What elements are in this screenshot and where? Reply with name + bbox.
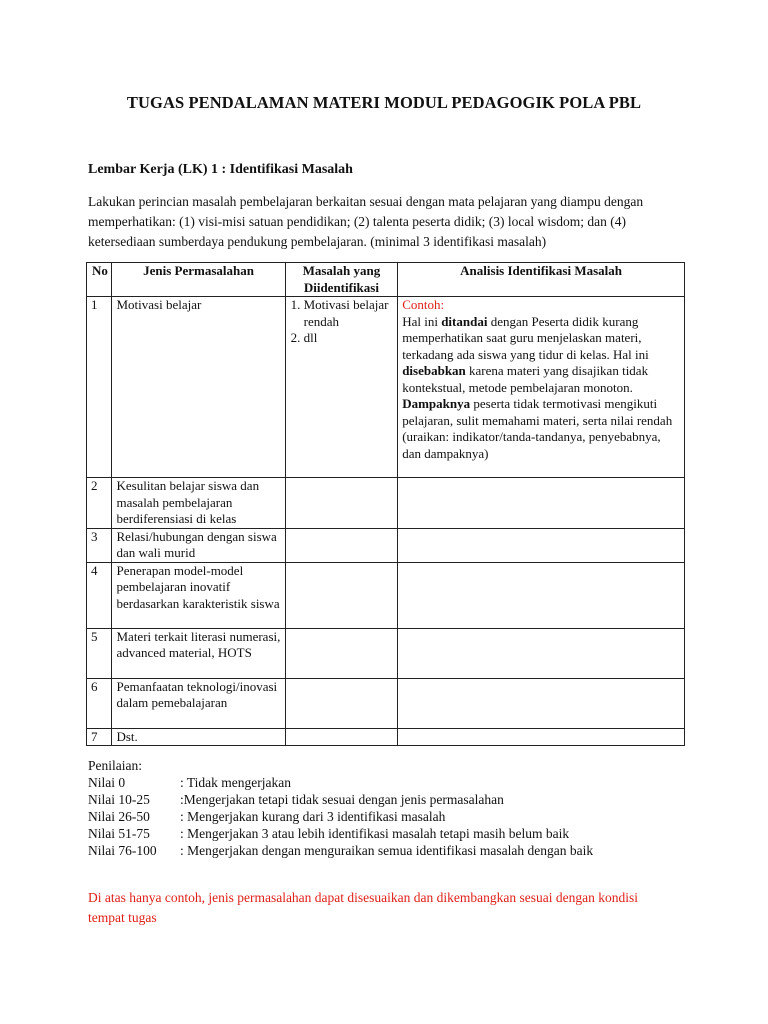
scoring-item xyxy=(88,808,593,825)
list-item: 2. dll xyxy=(304,330,394,347)
scoring-desc: :Mengerjakan tetapi tidak sesuai dengan jenis permasalahan xyxy=(180,792,504,807)
header-analisis: Analisis Identifikasi Masalah xyxy=(398,263,685,297)
row-no: 1 xyxy=(87,297,112,478)
row-jenis: Materi terkait literasi numerasi, advanced material, HOTS xyxy=(112,628,285,678)
row-analisis xyxy=(398,628,685,678)
row-analisis xyxy=(398,562,685,628)
row-jenis: Pemanfaatan teknologi/inovasi dalam pemebalajaran xyxy=(112,678,285,728)
row-masalah xyxy=(285,678,398,728)
table-row xyxy=(87,478,685,529)
row-no: 5 xyxy=(87,628,112,678)
worksheet-title: Lembar Kerja (LK) 1 : Identifikasi Masalah xyxy=(88,162,353,177)
row-analisis xyxy=(398,728,685,746)
row-masalah xyxy=(285,528,398,562)
row-jenis: Motivasi belajar xyxy=(112,297,285,478)
example-label: Contoh: xyxy=(402,297,445,312)
table-row xyxy=(87,528,685,562)
table-row xyxy=(87,678,685,728)
table-row xyxy=(87,628,685,678)
scoring-desc: : Mengerjakan kurang dari 3 identifikasi masalah xyxy=(180,809,446,824)
row-masalah xyxy=(285,728,398,746)
problem-table xyxy=(86,262,685,746)
scoring-item xyxy=(88,774,593,791)
scoring-label: Nilai 26-50 xyxy=(88,809,150,824)
row-analisis xyxy=(398,297,685,478)
analysis-text: Hal ini ditandai dengan Peserta didik kurang memperhatikan saat guru menjelaskan materi, terkadang ada siswa yang tidur di kelas. Hal ini disebabkan karena materi yang disajikan tidak kontekstual, metode pembelajaran monoton. Dampaknya peserta tidak termotivasi mengikuti pelajaran, sulit memahami materi, serta nilai rendah xyxy=(402,313,673,428)
scoring-label: Nilai 51-75 xyxy=(88,826,150,841)
header-masalah: Masalah yang Diidentifikasi xyxy=(285,263,398,297)
header-no: No xyxy=(87,263,112,297)
document-title: TUGAS PENDALAMAN MATERI MODUL PEDAGOGIK POLA PBL xyxy=(126,93,642,112)
table-row xyxy=(87,562,685,628)
scoring-label: Nilai 10-25 xyxy=(88,792,150,807)
row-masalah xyxy=(285,297,398,478)
scoring-item xyxy=(88,842,593,859)
scoring-desc: : Mengerjakan dengan menguraikan semua identifikasi masalah dengan baik xyxy=(180,843,594,858)
keyword-disebabkan: disebabkan xyxy=(402,363,466,378)
scoring-desc: : Mengerjakan 3 atau lebih identifikasi masalah tetapi masih belum baik xyxy=(180,826,570,841)
row-analisis xyxy=(398,528,685,562)
scoring-heading: Penilaian: xyxy=(88,758,142,773)
row-masalah xyxy=(285,628,398,678)
row-masalah xyxy=(285,562,398,628)
keyword-dampaknya: Dampaknya xyxy=(402,396,471,411)
row-no: 4 xyxy=(87,562,112,628)
problem-list xyxy=(290,297,394,347)
scoring-label: Nilai 0 xyxy=(88,775,126,790)
row-no: 2 xyxy=(87,478,112,529)
scoring-section xyxy=(88,757,593,859)
row-jenis: Relasi/hubungan dengan siswa dan wali murid xyxy=(112,528,285,562)
table-header-row xyxy=(87,263,685,297)
row-jenis: Penerapan model-model pembelajaran inovatif berdasarkan karakteristik siswa xyxy=(112,562,285,628)
analysis-note: (uraikan: indikator/tanda-tandanya, penyebabnya, dan dampaknya) xyxy=(402,429,661,461)
row-no: 6 xyxy=(87,678,112,728)
list-item: 1. Motivasi belajar rendah xyxy=(304,297,394,330)
row-jenis: Kesulitan belajar siswa dan masalah pembelajaran berdiferensiasi di kelas xyxy=(112,478,285,529)
keyword-ditandai: ditandai xyxy=(441,313,488,329)
header-jenis: Jenis Permasalahan xyxy=(112,263,285,297)
footer-note: Di atas hanya contoh, jenis permasalahan dapat disesuaikan dan dikembangkan sesuai dengan kondisi tempat tugas xyxy=(88,890,638,925)
row-analisis xyxy=(398,478,685,529)
table-row xyxy=(87,728,685,746)
scoring-label: Nilai 76-100 xyxy=(88,843,157,858)
scoring-item xyxy=(88,791,593,808)
scoring-item xyxy=(88,825,593,842)
table-row xyxy=(87,297,685,478)
row-no: 3 xyxy=(87,528,112,562)
row-jenis: Dst. xyxy=(112,728,285,746)
row-no: 7 xyxy=(87,728,112,746)
row-masalah xyxy=(285,478,398,529)
scoring-desc: : Tidak mengerjakan xyxy=(180,775,291,790)
intro-paragraph: Lakukan perincian masalah pembelajaran berkaitan sesuai dengan mata pelajaran yang diampu dengan memperhatikan: (1) visi-misi satuan pendidikan; (2) talenta peserta didik; (3) local wisdom; dan (4) ketersediaan sumberdaya pendukung pembelajaran. (minimal 3 identifikasi masalah) xyxy=(88,194,644,249)
row-analisis xyxy=(398,678,685,728)
